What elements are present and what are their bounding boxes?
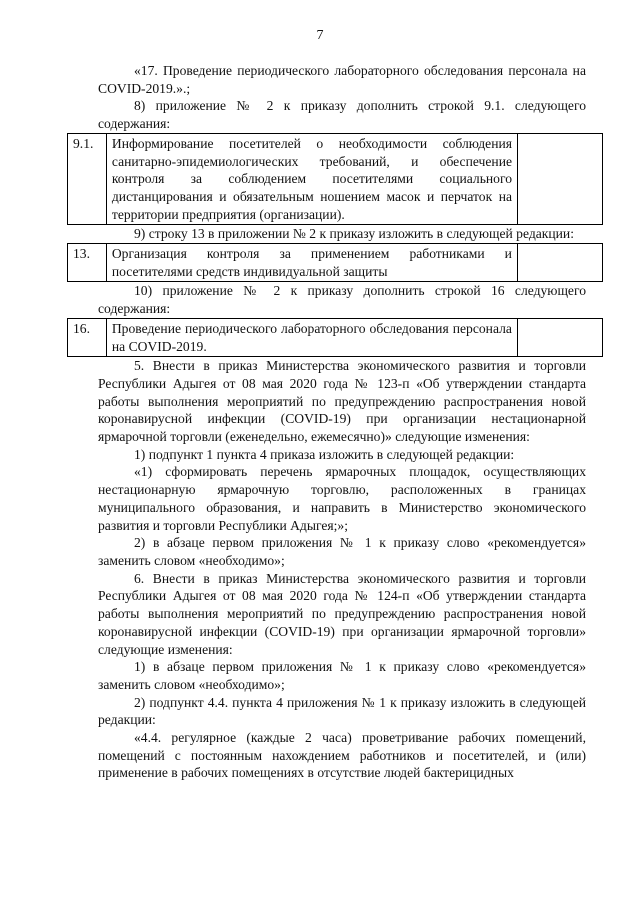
empty-cell: [517, 244, 602, 282]
row-number: 16.: [68, 318, 107, 356]
paragraph: 6. Внести в приказ Министерства экономического развития и торговли Республики Адыгея от 08 мая 2020 года № 124-п «Об утверждении стандарта работы выполнения мероприятий по предупреждению распространения новой коронавирусной инфекции (COVID-19) при организации ярмарочной торговли» следующие изменения:: [98, 570, 586, 657]
paragraph: 2) подпункт 4.4. пункта 4 приложения № 1 к приказу изложить в следующей редакции:: [98, 694, 586, 728]
row-number: 9.1.: [68, 133, 107, 225]
row-text: Информирование посетителей о необходимости соблюдения санитарно-эпидемиологических требований, и обеспечение контроля за соблюдением посетителями социального дистанцирования и обязательным ношением масок и перчаток на территории предприятия (организации).: [106, 133, 517, 225]
empty-cell: [518, 133, 603, 225]
table-row-13: [67, 243, 603, 282]
paragraph: 9) строку 13 в приложении № 2 к приказу изложить в следующей редакции:: [134, 226, 574, 242]
row-text: Проведение периодического лабораторного обследования персонала на COVID-2019.: [106, 318, 517, 356]
empty-cell: [517, 318, 602, 356]
row-number: 13.: [68, 244, 107, 282]
paragraph: «1) сформировать перечень ярмарочных площадок, осуществляющих нестационарную ярмарочную торговлю, расположенных в границах муниципального образования, и направить в Министерство экономического развития и торговли Республики Адыгея;»;: [98, 464, 586, 533]
paragraph: 8) приложение № 2 к приказу дополнить строкой 9.1. следующего содержания:: [98, 98, 586, 132]
paragraph: «17. Проведение периодического лабораторного обследования персонала на COVID-2019.».;: [98, 63, 586, 96]
paragraph: 10) приложение № 2 к приказу дополнить строкой 16 следующего содержания:: [98, 283, 586, 317]
paragraph: 1) подпункт 1 пункта 4 приказа изложить в следующей редакции:: [134, 446, 515, 462]
paragraph: 5. Внести в приказ Министерства экономического развития и торговли Республики Адыгея от 08 мая 2020 года № 123-п «Об утверждении стандарта работы выполнения мероприятий по предупреждению распространения новой коронавирусной инфекции (COVID-19) при организации нестационарной ярмарочной торговли (еженедельно, ежемесячно)» следующие изменения:: [98, 358, 586, 445]
table-row-16: [67, 318, 603, 357]
paragraph: «4.4. регулярное (каждые 2 часа) проветривание рабочих помещений, помещений с постоянным нахождением работников и посетителей, и (или) применение в рабочих помещениях в отсутствие людей бактерицидных: [98, 730, 586, 781]
paragraph: 1) в абзаце первом приложения № 1 к приказу слово «рекомендуется» заменить словом «необходимо»;: [98, 659, 586, 692]
paragraph: 2) в абзаце первом приложения № 1 к приказу слово «рекомендуется» заменить словом «необходимо»;: [98, 535, 586, 568]
page-number: 7: [316, 28, 324, 43]
table-row-9-1: [67, 133, 603, 226]
row-text: Организация контроля за применением работниками и посетителями средств индивидуальной защиты: [106, 244, 517, 282]
document-body: [73, 62, 586, 782]
